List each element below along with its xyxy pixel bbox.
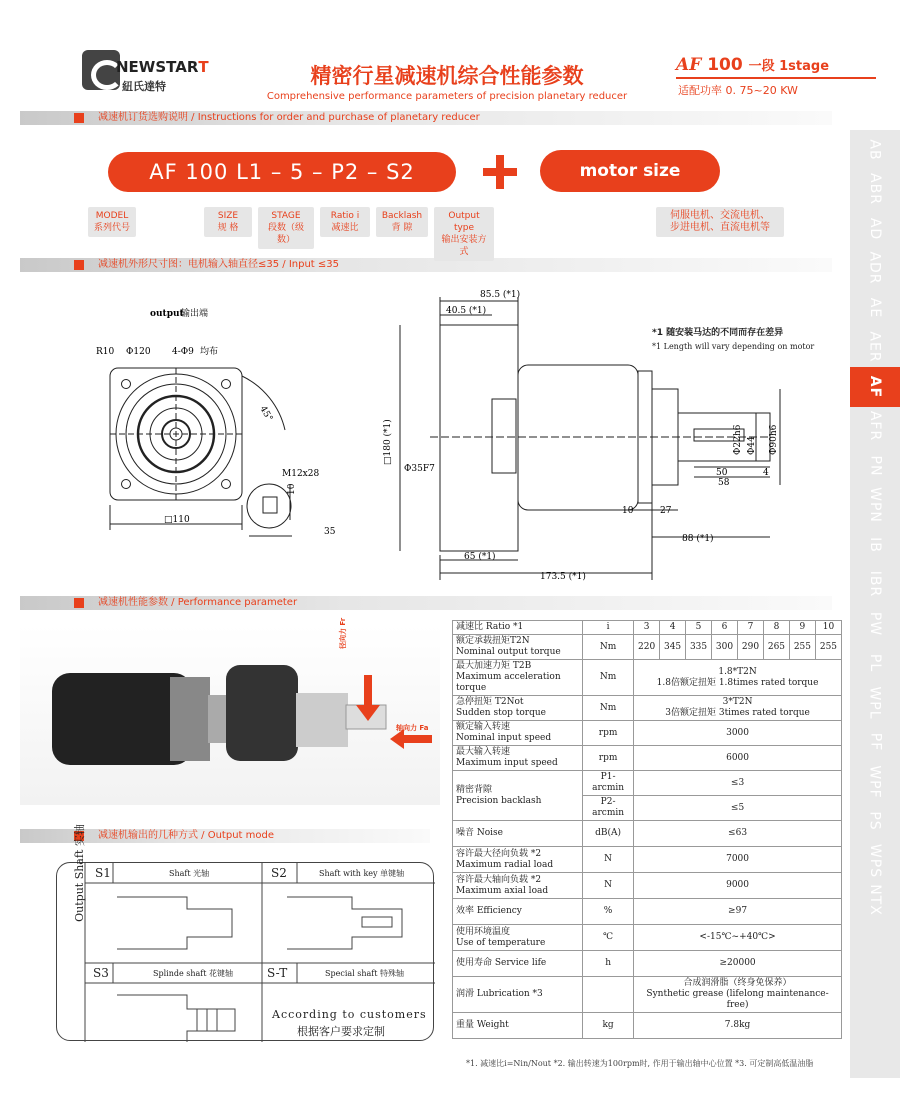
value-main: 3*T2N [722, 697, 753, 707]
row-value: ≤5 [634, 796, 842, 821]
section-square-icon [74, 260, 84, 270]
axial-force-label: 轴向力 Fa [396, 724, 429, 732]
section-dims-bar [20, 258, 832, 272]
sidebar-item-wpn[interactable] [850, 486, 900, 526]
row-label [453, 635, 583, 660]
dim-phi22: Φ22h6 [733, 424, 743, 455]
tag-stage [258, 207, 314, 249]
radial-force-label: 径向力 Fr [339, 617, 347, 649]
mode-st-label: Special shaft 特殊轴 [325, 969, 404, 978]
sidebar-item-pf[interactable] [850, 723, 900, 763]
torque-value: 255 [789, 635, 815, 660]
label-en: Nominal input speed [456, 733, 552, 743]
section-perf-title: 减速机性能参数 / Performance parameter [98, 597, 298, 608]
row-label [453, 873, 583, 899]
plus-icon [483, 155, 517, 189]
dim-85: 85.5 (*1) [480, 290, 521, 300]
label-en: Nominal output torque [456, 647, 561, 657]
table-row [453, 621, 842, 635]
section-dims-title: 减速机外形尺寸图：电机输入轴直径≤35 / Input ≤35 [98, 259, 340, 270]
row-label [453, 977, 583, 1013]
tag-ratio [320, 207, 370, 237]
brand-logo [82, 50, 242, 98]
sidebar-item-label: AF [867, 375, 883, 398]
label-cn: 急停扭矩 T2Not [456, 697, 524, 707]
row-unit: rpm [583, 746, 634, 771]
ratio-value: 8 [763, 621, 789, 635]
mode-s1: S1 [95, 866, 111, 880]
tag-cn: 输出安装方式 [441, 235, 487, 257]
sidebar-item-wps[interactable] [850, 841, 900, 881]
tag-cn: 系列代号 [93, 223, 130, 233]
note-length-en: *1 Length will vary depending on motor [652, 342, 815, 351]
table-row [453, 771, 842, 796]
row-unit: N [583, 847, 634, 873]
dim-4: 4 [763, 468, 769, 478]
table-row [453, 721, 842, 746]
tag-size [204, 207, 252, 237]
ratio-value: 7 [737, 621, 763, 635]
label-en: Maximum radial load [456, 859, 554, 870]
row-value [634, 696, 842, 721]
row-unit: dB(A) [583, 821, 634, 847]
torque-value: 345 [660, 635, 686, 660]
sidebar-item-pl[interactable] [850, 644, 900, 684]
torque-value: 220 [634, 635, 660, 660]
sidebar-item-ad[interactable] [850, 209, 900, 249]
sidebar-item-label: AB [867, 139, 883, 161]
row-value: ≤3 [634, 771, 842, 796]
model-title [676, 55, 876, 79]
label-en: Maximum axial load [456, 885, 549, 896]
torque-value: 335 [686, 635, 712, 660]
model-number: 100 [707, 55, 743, 75]
tag-model [88, 207, 136, 237]
sidebar-item-ab[interactable] [850, 130, 900, 170]
output-shaft-side-label: Output Shaft 实轴 [73, 824, 86, 922]
label-en: Maximum input speed [456, 758, 558, 768]
row-unit: i [583, 621, 634, 635]
label-cn: 额定承载扭矩T2N [456, 636, 530, 646]
label-cn: 额定输入转速 [456, 722, 511, 732]
value-main: 3000 [726, 727, 749, 738]
sidebar-item-adr[interactable] [850, 249, 900, 289]
table-row [453, 873, 842, 899]
tag-cn: 规 格 [217, 223, 239, 233]
sidebar-item-wpl[interactable] [850, 683, 900, 723]
dim-35: 35 [324, 527, 336, 537]
dim-10: 10 [287, 483, 297, 495]
row-unit: ℃ [583, 925, 634, 951]
sidebar-item-ib[interactable] [850, 525, 900, 565]
label-cn: 精密背隙 [456, 784, 493, 795]
page-title: 精密行星减速机综合性能参数 [310, 64, 584, 88]
row-unit: Nm [583, 696, 634, 721]
torque-value: 300 [712, 635, 738, 660]
label-cn: 效率 Efficiency [456, 906, 522, 916]
dim-27: 27 [660, 506, 672, 516]
custom-cn: 根据客户要求定制 [297, 1025, 385, 1038]
dim-10b: 10 [622, 506, 634, 516]
section-perf-bar [20, 596, 832, 610]
sidebar-item-ibr[interactable] [850, 565, 900, 605]
label-cn: 使用寿命 Service life [456, 958, 547, 968]
sidebar-item-label: PW [866, 611, 883, 636]
table-row [453, 696, 842, 721]
sidebar-item-label: NTX [867, 884, 883, 917]
mode-s2-label: Shaft with key 单键轴 [319, 869, 405, 878]
mode-s3-label: Splinde shaft 花键轴 [153, 969, 234, 978]
dim-58: 58 [718, 478, 730, 488]
sidebar-item-wpf[interactable] [850, 762, 900, 802]
row-label [453, 746, 583, 771]
label-cn: 使用环境温度 [456, 926, 511, 937]
mode-s1-label: Shaft 光轴 [169, 869, 210, 878]
section-square-icon [74, 113, 84, 123]
sidebar-item-label: ADR [867, 251, 883, 285]
output-label: output [150, 309, 184, 319]
tag-cn: 减速比 [331, 223, 359, 233]
dim-sq110: □110 [164, 515, 190, 525]
table-row [453, 660, 842, 696]
row-label: 减速比 Ratio *1 [453, 621, 583, 635]
sidebar-item-label: WPL [867, 686, 883, 720]
row-value: ≥97 [634, 899, 842, 925]
logo-mark-icon [82, 50, 120, 90]
dim-sq180: □180 (*1) [383, 419, 393, 465]
tag-en: SIZE [217, 211, 239, 221]
label-cn: 润滑 Lubrication *3 [456, 989, 543, 999]
table-row [453, 1013, 842, 1039]
section-order-title: 减速机订货选购说明 / Instructions for order and purchase of planetary reducer [98, 112, 480, 123]
row-label [453, 899, 583, 925]
row-label [453, 821, 583, 847]
row-label [453, 721, 583, 746]
label-cn: 重量 Weight [456, 1020, 509, 1030]
row-value [634, 660, 842, 696]
table-row [453, 847, 842, 873]
table-row [453, 925, 842, 951]
tag-backlash [376, 207, 428, 237]
tag-motor-types: 伺服电机、交流电机、 步进电机、直流电机等 [656, 207, 784, 237]
row-value: 合成润滑脂（终身免保养） Synthetic grease (lifelong maintenance-free) [634, 977, 842, 1013]
row-label [453, 696, 583, 721]
row-label [453, 660, 583, 696]
row-unit [583, 977, 634, 1013]
dim-88: 88 (*1) [682, 534, 714, 544]
sidebar-item-label: WPF [867, 765, 883, 799]
sidebar-item-label: AFR [866, 411, 883, 442]
model-stage: 一段 1stage [748, 59, 830, 74]
row-value: ≤63 [634, 821, 842, 847]
note-length-cn: *1 随安装马达的不同而存在差异 [652, 328, 784, 338]
ratio-value: 10 [815, 621, 841, 635]
torque-value: 265 [763, 635, 789, 660]
sidebar-item-aer[interactable] [850, 328, 900, 368]
label-cn: 噪音 Noise [456, 828, 503, 838]
tag-en: STAGE [271, 211, 301, 221]
brand-cn: 紐氏達特 [122, 80, 166, 93]
product-photo [20, 617, 440, 805]
dim-phi44: Φ44 [747, 436, 757, 455]
label-cn: 容许最大轴向负载 *2 [456, 874, 542, 885]
sidebar-item-label: IB [866, 536, 883, 553]
row-label [453, 771, 583, 821]
dim-m12: M12x28 [282, 469, 320, 479]
ratio-value: 6 [712, 621, 738, 635]
row-label [453, 925, 583, 951]
sidebar-item-pn[interactable] [850, 446, 900, 486]
dim-173: 173.5 (*1) [540, 572, 586, 582]
reducer-photo-image [20, 625, 440, 805]
sidebar-item-abr[interactable] [850, 170, 900, 210]
value-main: 1.8*T2N [718, 666, 757, 677]
sidebar-item-label: WPN [866, 487, 883, 524]
sidebar-item-afr[interactable] [850, 407, 900, 447]
power-range: 适配功率 0. 75~20 KW [678, 84, 798, 97]
sidebar-item-ae[interactable] [850, 288, 900, 328]
sidebar-item-label: WPS [866, 843, 883, 878]
tag-en: Output type [448, 211, 480, 233]
dim-40: 40.5 (*1) [446, 306, 487, 316]
row-value: <-15℃~+40℃> [634, 925, 842, 951]
tag-cn: 段数（级数） [267, 223, 304, 245]
value-sub: 3倍额定扭矩 3times rated torque [665, 708, 810, 718]
row-unit: Nm [583, 660, 634, 696]
row-unit: N [583, 873, 634, 899]
tag-output-type [434, 207, 494, 261]
section-square-icon [74, 598, 84, 608]
table-row [453, 821, 842, 847]
sidebar-item-label: PF [867, 733, 883, 752]
mode-s2: S2 [271, 866, 287, 880]
row-unit: rpm [583, 721, 634, 746]
sidebar-item-label: AD [866, 217, 883, 240]
row-value: ≥20000 [634, 951, 842, 977]
value-sub: 1.8倍额定扭矩 1.8times rated torque [656, 677, 819, 688]
row-unit: Nm [583, 635, 634, 660]
row-unit: h [583, 951, 634, 977]
row-label [453, 951, 583, 977]
sidebar-item-label: PN [866, 455, 883, 477]
value-main: 6000 [726, 752, 749, 763]
torque-value: 255 [815, 635, 841, 660]
sidebar-item-label: ABR [866, 173, 883, 206]
dim-holes-cn: 均布 [200, 347, 219, 357]
section-order-bar [20, 111, 832, 125]
row-unit: % [583, 899, 634, 925]
brand-name-tail: T [198, 58, 209, 76]
dim-holes: 4-Φ9 [172, 347, 194, 357]
label-cn: 最大加速力矩 T2B [456, 661, 532, 671]
row-unit: P1-arcmin [583, 771, 634, 796]
torque-value: 290 [737, 635, 763, 660]
table-row [453, 746, 842, 771]
dim-phi120: Φ120 [126, 347, 151, 357]
row-label [453, 847, 583, 873]
row-value [634, 746, 842, 771]
front-view-drawing [60, 290, 336, 570]
tag-en: Backlash [381, 211, 423, 221]
label-en: Precision backlash [456, 795, 542, 806]
mode-s3: S3 [93, 966, 109, 980]
mode-st: S-T [267, 966, 288, 980]
ratio-value: 4 [660, 621, 686, 635]
sidebar-item-label: AER [867, 331, 883, 363]
label-cn: 容许最大径向负载 *2 [456, 848, 542, 859]
tag-en: MODEL [95, 211, 129, 221]
performance-table [452, 620, 842, 1039]
tag-cn: 背 隙 [391, 223, 413, 233]
row-value: 7000 [634, 847, 842, 873]
row-label [453, 1013, 583, 1039]
table-row [453, 977, 842, 1013]
row-value: 9000 [634, 873, 842, 899]
dim-65: 65 (*1) [464, 552, 496, 562]
label-en: Sudden stop torque [456, 708, 546, 718]
sidebar-item-ntx[interactable] [850, 881, 900, 921]
label-cn: 最大输入转速 [456, 747, 511, 757]
ratio-value: 3 [634, 621, 660, 635]
sidebar-item-label: PS [867, 811, 883, 831]
sidebar-item-label: PL [867, 654, 883, 673]
row-unit: kg [583, 1013, 634, 1039]
dim-phi90: Φ90h6 [769, 424, 779, 455]
sidebar-item-pw[interactable] [850, 604, 900, 644]
ratio-value: 9 [789, 621, 815, 635]
output-label-cn: 输出端 [181, 309, 209, 319]
ratio-value: 5 [686, 621, 712, 635]
table-row [453, 951, 842, 977]
motor-size-pill: motor size [540, 150, 720, 192]
footnote: *1. 减速比i=Nin/Nout *2. 输出转速为100rpm时, 作用于输出轴中心位置 *3. 可定制高低温油脂 [466, 1059, 814, 1068]
table-row [453, 635, 842, 660]
section-output-title: 减速机输出的几种方式 / Output mode [98, 830, 275, 841]
brand-name: NEWSTAR [116, 58, 199, 76]
model-prefix: AF [676, 55, 702, 75]
dim-45deg: 45° [257, 404, 275, 424]
sidebar-item-af[interactable] [850, 367, 900, 407]
row-unit: P2-arcmin [583, 796, 634, 821]
table-row [453, 899, 842, 925]
sidebar-item-label: IBR [867, 571, 883, 598]
page-subtitle: Comprehensive performance parameters of precision planetary reducer [266, 91, 628, 102]
label-en: Maximum acceleration torque [456, 672, 561, 693]
label-en: Use of temperature [456, 937, 546, 948]
custom-en: According to customers [272, 1008, 427, 1021]
dim-r10: R10 [96, 347, 115, 357]
row-value [634, 721, 842, 746]
sidebar-item-label: AE [867, 297, 883, 318]
dim-phi35f7: Φ35F7 [404, 464, 435, 474]
series-sidebar [850, 130, 900, 1078]
row-value: 7.8kg [634, 1013, 842, 1039]
sidebar-item-ps[interactable] [850, 802, 900, 842]
tag-en: Ratio i [330, 211, 360, 221]
order-code-pill: AF 100 L1 – 5 – P2 – S2 [108, 152, 456, 192]
dim-50: 50 [716, 468, 728, 478]
